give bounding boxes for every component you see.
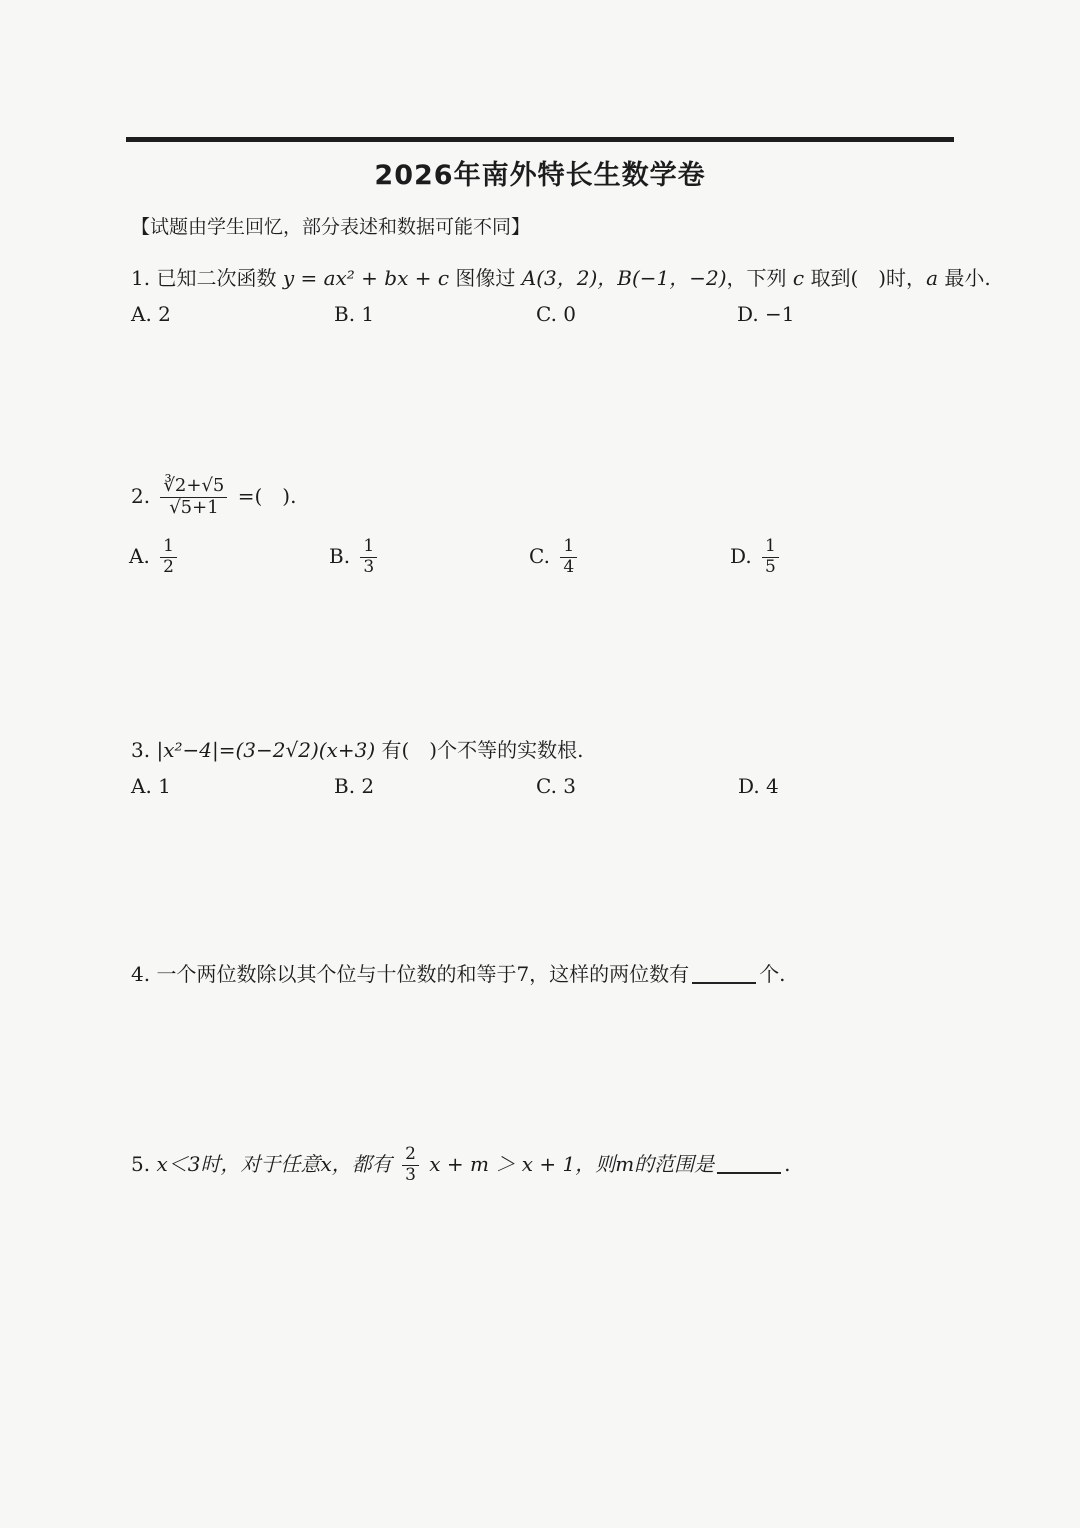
question-5-fraction-denominator: 3: [405, 1164, 416, 1185]
option-label: A.: [129, 543, 150, 568]
fraction-denominator: 2: [163, 556, 174, 577]
disclaimer-note: 【试题由学生回忆，部分表述和数据可能不同】: [131, 216, 531, 238]
fraction-denominator: 3: [363, 556, 375, 577]
option-label: C.: [529, 543, 550, 568]
question-3-equation: |x²−4|=(3−2√2)(x+3): [156, 738, 376, 762]
question-5-answer-blank: [717, 1172, 781, 1174]
question-2: [131, 477, 296, 518]
question-1-option-d: D. −1: [737, 302, 795, 326]
top-rule: [126, 137, 954, 142]
question-5-text-a: x＜3时，对于任意x，都有: [156, 1151, 392, 1176]
fraction-numerator: 1: [360, 538, 377, 558]
question-2-option-b: [329, 538, 381, 577]
question-3-option-b: B. 2: [334, 774, 375, 798]
option-label: B.: [329, 543, 351, 568]
question-2-number: 2.: [131, 483, 151, 508]
question-2-denominator: √5+1: [169, 496, 219, 518]
question-1-option-b: B. 1: [334, 302, 375, 326]
question-1-text-d: 取到( )时，: [810, 266, 927, 290]
question-1-points: A(3，2)，B(−1，−2): [521, 266, 727, 290]
option-fraction: [160, 538, 177, 577]
question-3-option-c: C. 3: [536, 774, 577, 798]
question-5: [131, 1146, 791, 1185]
fraction-denominator: 4: [563, 556, 575, 577]
question-4-number: 4.: [131, 962, 151, 986]
fraction-numerator: 1: [560, 538, 577, 558]
question-1-formula: y = ax² + bx + c: [282, 266, 450, 290]
question-1-var-c: c: [792, 266, 805, 290]
question-4-answer-blank: [692, 982, 756, 984]
question-1-text-c: ，下列: [726, 266, 787, 290]
question-3: [131, 734, 583, 763]
question-5-text-b: x + m ＞ x + 1，则m的范围是: [429, 1151, 715, 1176]
option-label: D.: [730, 543, 752, 568]
question-3-option-a: A. 1: [131, 774, 171, 798]
question-4-text-a: 一个两位数除以其个位与十位数的和等于7，这样的两位数有: [156, 962, 690, 986]
question-1-text-e: 最小.: [944, 266, 991, 290]
question-2-fraction: [160, 477, 227, 518]
question-3-number: 3.: [131, 738, 151, 762]
question-1-option-c: C. 0: [536, 302, 577, 326]
question-3-text: 有( )个不等的实数根.: [381, 738, 584, 762]
question-2-option-a: [129, 538, 181, 577]
question-3-option-d: D. 4: [738, 774, 779, 798]
question-1: [131, 262, 991, 291]
question-2-option-c: [529, 538, 581, 577]
question-1-var-a: a: [926, 266, 938, 290]
fraction-numerator: 1: [762, 538, 779, 558]
question-2-tail: =( ).: [237, 483, 297, 508]
option-fraction: [560, 538, 577, 577]
question-5-text-c: .: [784, 1151, 791, 1176]
option-fraction: [360, 538, 377, 577]
page-title: 2026年南外特长生数学卷: [374, 160, 706, 191]
question-4-text-b: 个.: [759, 962, 786, 986]
option-fraction: [762, 538, 779, 577]
question-2-option-d: [730, 538, 783, 577]
question-1-number: 1.: [131, 266, 151, 290]
question-4: [131, 958, 786, 987]
question-1-text-b: 图像过: [455, 266, 516, 290]
question-1-text-a: 已知二次函数: [156, 266, 277, 290]
question-5-fraction: [402, 1146, 419, 1185]
fraction-denominator: 5: [765, 556, 776, 577]
question-2-numerator: ∛2+√5: [160, 477, 227, 498]
question-5-fraction-numerator: 2: [402, 1146, 419, 1166]
fraction-numerator: 1: [160, 538, 177, 558]
question-1-option-a: A. 2: [131, 302, 171, 326]
question-5-number: 5.: [131, 1151, 151, 1176]
